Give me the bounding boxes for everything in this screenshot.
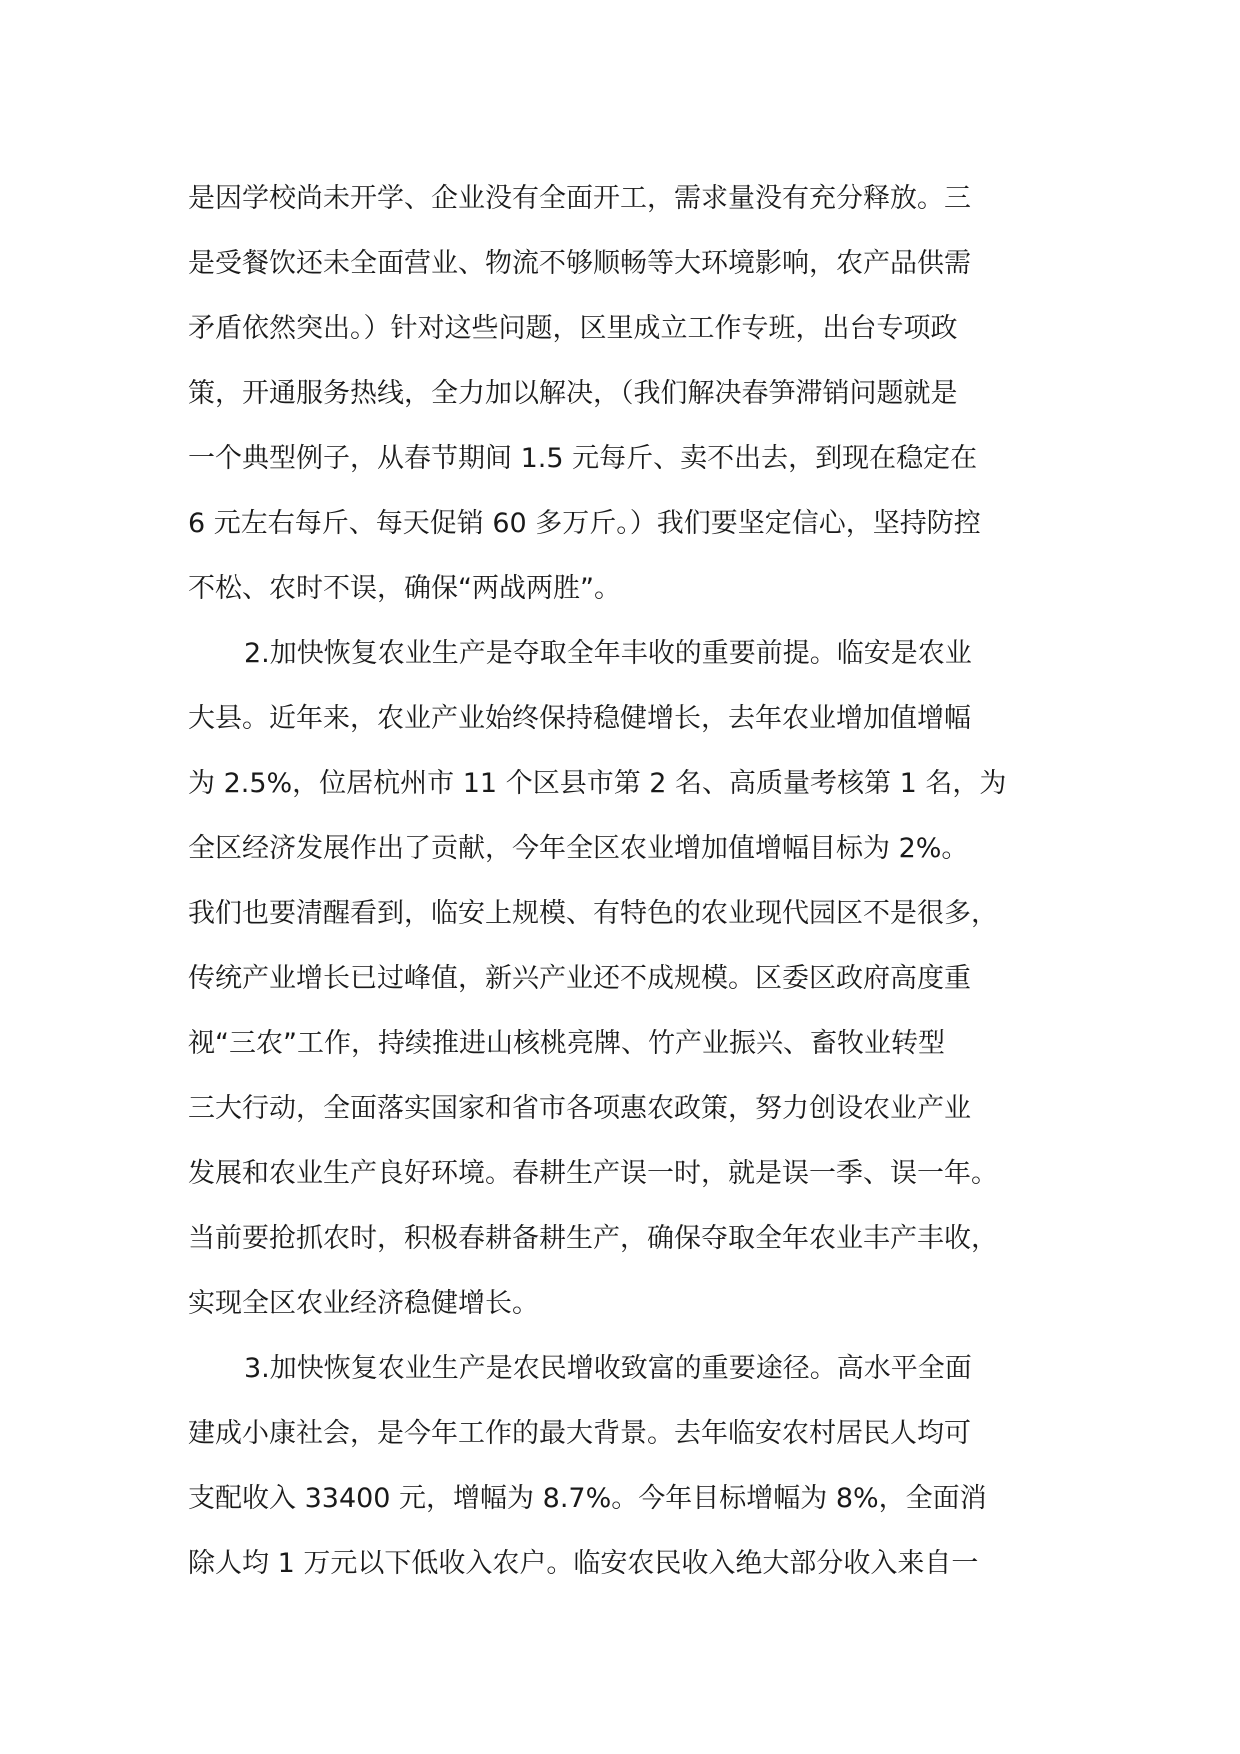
text-line: 全区经济发展作出了贡献，今年全区农业增加值增幅目标为 2%。: [188, 833, 969, 864]
text-line: 建成小康社会，是今年工作的最大背景。去年临安农村居民人均可: [188, 1418, 971, 1449]
text-line: 支配收入 33400 元，增幅为 8.7%。今年目标增幅为 8%，全面消: [188, 1483, 987, 1514]
text-line: 视“三农”工作，持续推进山核桃亮牌、竹产业振兴、畜牧业转型: [188, 1028, 945, 1059]
body-text: [188, 166, 1068, 1596]
text-line: 实现全区农业经济稳健增长。: [188, 1288, 539, 1319]
text-line: 一个典型例子，从春节期间 1.5 元每斤、卖不出去，到现在稳定在: [188, 443, 978, 474]
text-line: 为 2.5%，位居杭州市 11 个区县市第 2 名、高质量考核第 1 名，为: [188, 768, 1007, 799]
text-line: 矛盾依然突出。）针对这些问题，区里成立工作专班，出台专项政: [188, 313, 958, 344]
text-line: 我们也要清醒看到，临安上规模、有特色的农业现代园区不是很多，: [188, 898, 998, 929]
text-line: 除人均 1 万元以下低收入农户。临安农民收入绝大部分收入来自一: [188, 1548, 979, 1579]
paragraph-heading-2: 2.加快恢复农业生产是夺取全年丰收的重要前提。临安是农业: [244, 638, 972, 669]
text-line: 发展和农业生产良好环境。春耕生产误一时，就是误一季、误一年。: [188, 1158, 998, 1189]
text-line: 策，开通服务热线，全力加以解决，（我们解决春笋滞销问题就是: [188, 378, 958, 409]
text-line: 6 元左右每斤、每天促销 60 多万斤。）我们要坚定信心，坚持防控: [188, 508, 981, 539]
text-line: 传统产业增长已过峰值，新兴产业还不成规模。区委区政府高度重: [188, 963, 971, 994]
text-line: 是因学校尚未开学、企业没有全面开工，需求量没有充分释放。三: [188, 183, 971, 214]
text-line: 是受餐饮还未全面营业、物流不够顺畅等大环境影响，农产品供需: [188, 248, 971, 279]
text-line: 当前要抢抓农时，积极春耕备耕生产，确保夺取全年农业丰产丰收，: [188, 1223, 998, 1254]
text-line: 不松、农时不误，确保“两战两胜”。: [188, 573, 621, 604]
paragraph-heading-3: 3.加快恢复农业生产是农民增收致富的重要途径。高水平全面: [244, 1353, 972, 1384]
text-line: 大县。近年来，农业产业始终保持稳健增长，去年农业增加值增幅: [188, 703, 971, 734]
text-line: 三大行动，全面落实国家和省市各项惠农政策，努力创设农业产业: [188, 1093, 971, 1124]
